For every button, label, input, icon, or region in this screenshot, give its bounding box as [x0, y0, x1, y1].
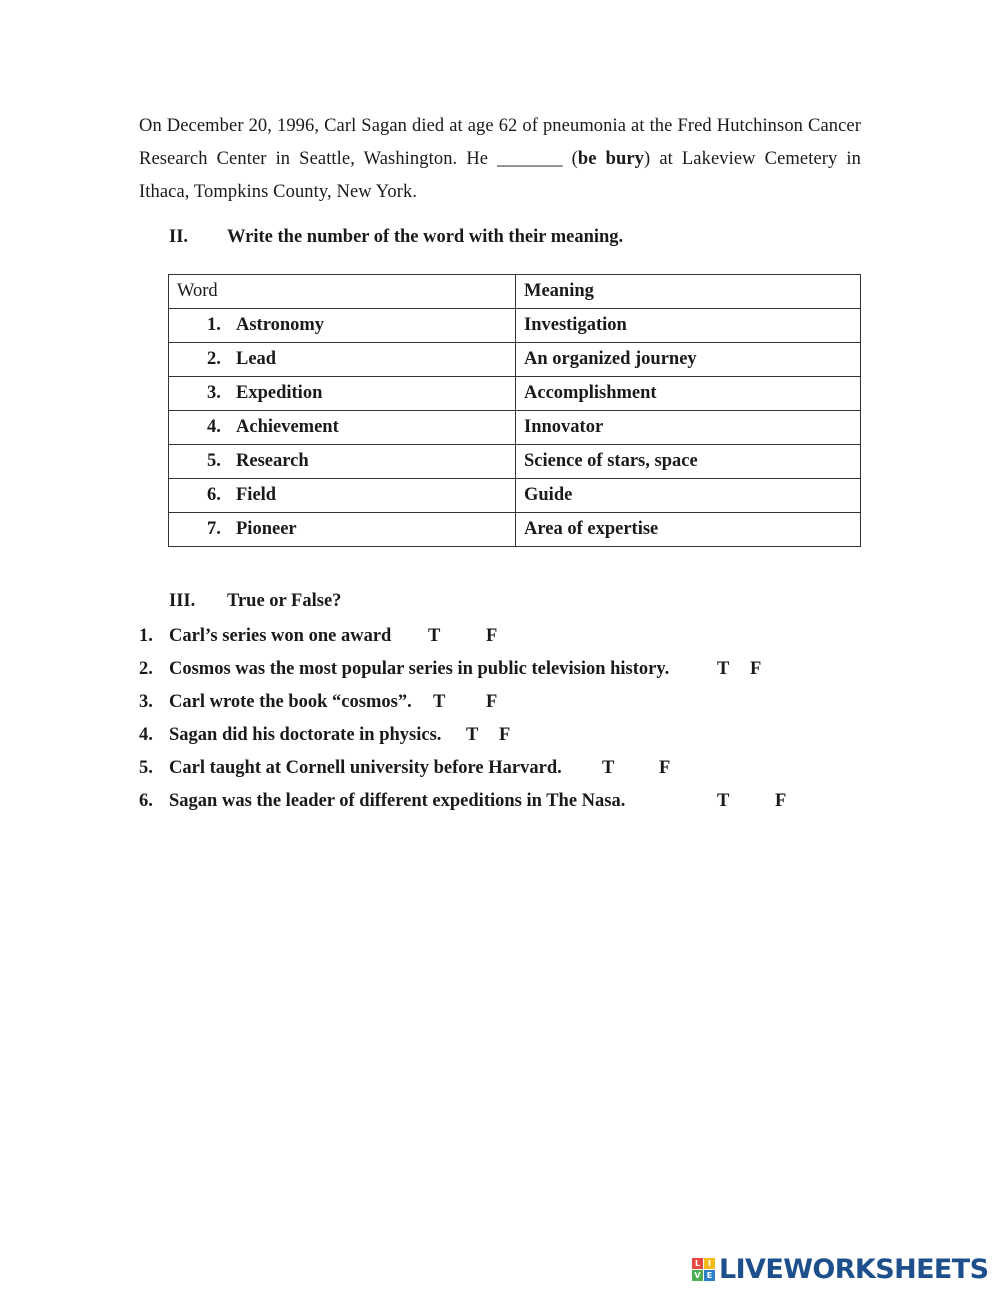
list-item	[139, 686, 669, 719]
false-option[interactable]: F	[750, 659, 762, 679]
list-item	[139, 653, 762, 686]
logo-text: LIVEWORKSHEETS	[719, 1253, 989, 1285]
item-number: 5.	[139, 758, 153, 778]
false-option[interactable]: F	[499, 725, 511, 745]
verb-hint: be bury	[577, 149, 645, 169]
false-option[interactable]: F	[486, 692, 498, 712]
meaning-cell: An organized journey	[516, 343, 861, 377]
table-row	[169, 309, 861, 343]
statement: Cosmos was the most popular series in public television history.	[169, 659, 670, 679]
list-item	[139, 752, 669, 785]
word-cell: Pioneer	[236, 519, 297, 539]
word-cell: Lead	[236, 349, 277, 369]
false-option[interactable]: F	[775, 791, 787, 811]
row-number: 1.	[207, 315, 221, 335]
false-option[interactable]: F	[659, 758, 671, 778]
true-option[interactable]: T	[466, 725, 479, 745]
header-word: Word	[169, 275, 516, 309]
table-row	[169, 411, 861, 445]
item-number: 2.	[139, 659, 153, 679]
list-item	[139, 719, 669, 752]
vocabulary-table	[168, 274, 861, 547]
header-meaning: Meaning	[516, 275, 861, 309]
section-3-number: III.	[169, 591, 196, 611]
false-option[interactable]: F	[486, 626, 498, 646]
section-3-title: True or False?	[227, 591, 342, 611]
true-option[interactable]: T	[602, 758, 615, 778]
list-item	[139, 785, 787, 818]
list-item	[139, 620, 669, 653]
word-cell: Achievement	[236, 417, 339, 437]
word-cell: Astronomy	[236, 315, 325, 335]
row-number: 5.	[207, 451, 221, 471]
row-number: 6.	[207, 485, 221, 505]
meaning-cell: Area of expertise	[516, 513, 861, 547]
statement: Sagan was the leader of different expeditions in The Nasa.	[169, 791, 626, 811]
table-row	[169, 479, 861, 513]
row-number: 7.	[207, 519, 221, 539]
true-option[interactable]: T	[433, 692, 446, 712]
true-option[interactable]: T	[717, 791, 730, 811]
liveworksheets-logo	[692, 1254, 988, 1284]
item-number: 6.	[139, 791, 153, 811]
section-3-heading	[169, 591, 341, 612]
meaning-cell: Accomplishment	[516, 377, 861, 411]
meaning-cell: Investigation	[516, 309, 861, 343]
logo-mark-icon: L I V E	[692, 1258, 715, 1281]
table-header-row	[169, 275, 861, 309]
word-cell: Field	[236, 485, 277, 505]
true-option[interactable]: T	[428, 626, 441, 646]
statement: Sagan did his doctorate in physics.	[169, 725, 442, 745]
meaning-cell: Science of stars, space	[516, 445, 861, 479]
section-2-number: II.	[169, 227, 189, 247]
item-number: 4.	[139, 725, 153, 745]
meaning-cell: Innovator	[516, 411, 861, 445]
row-number: 4.	[207, 417, 221, 437]
row-number: 3.	[207, 383, 221, 403]
meaning-cell: Guide	[516, 479, 861, 513]
table-row	[169, 343, 861, 377]
statement: Carl taught at Cornell university before Harvard.	[169, 758, 562, 778]
item-number: 1.	[139, 626, 153, 646]
row-number: 2.	[207, 349, 221, 369]
true-option[interactable]: T	[717, 659, 730, 679]
statement: Carl’s series won one award	[169, 626, 392, 646]
table-row	[169, 377, 861, 411]
paragraph-text-2: ) at Lakeview Cemetery in Ithaca, Tompkins County, New York.	[139, 149, 861, 202]
intro-paragraph	[139, 110, 861, 209]
word-cell: Expedition	[236, 383, 323, 403]
table-row	[169, 445, 861, 479]
true-false-list	[139, 620, 787, 818]
word-cell: Research	[236, 451, 309, 471]
statement: Carl wrote the book “cosmos”.	[169, 692, 412, 712]
item-number: 3.	[139, 692, 153, 712]
section-2-title: Write the number of the word with their meaning.	[227, 227, 624, 247]
section-2-heading	[169, 227, 623, 248]
paragraph-text-1: On December 20, 1996, Carl Sagan died at age 62 of pneumonia at the Fred Hutchinson Cancer Research Center in Seattle, Washington. He _______ (	[139, 116, 861, 169]
table-row	[169, 513, 861, 547]
